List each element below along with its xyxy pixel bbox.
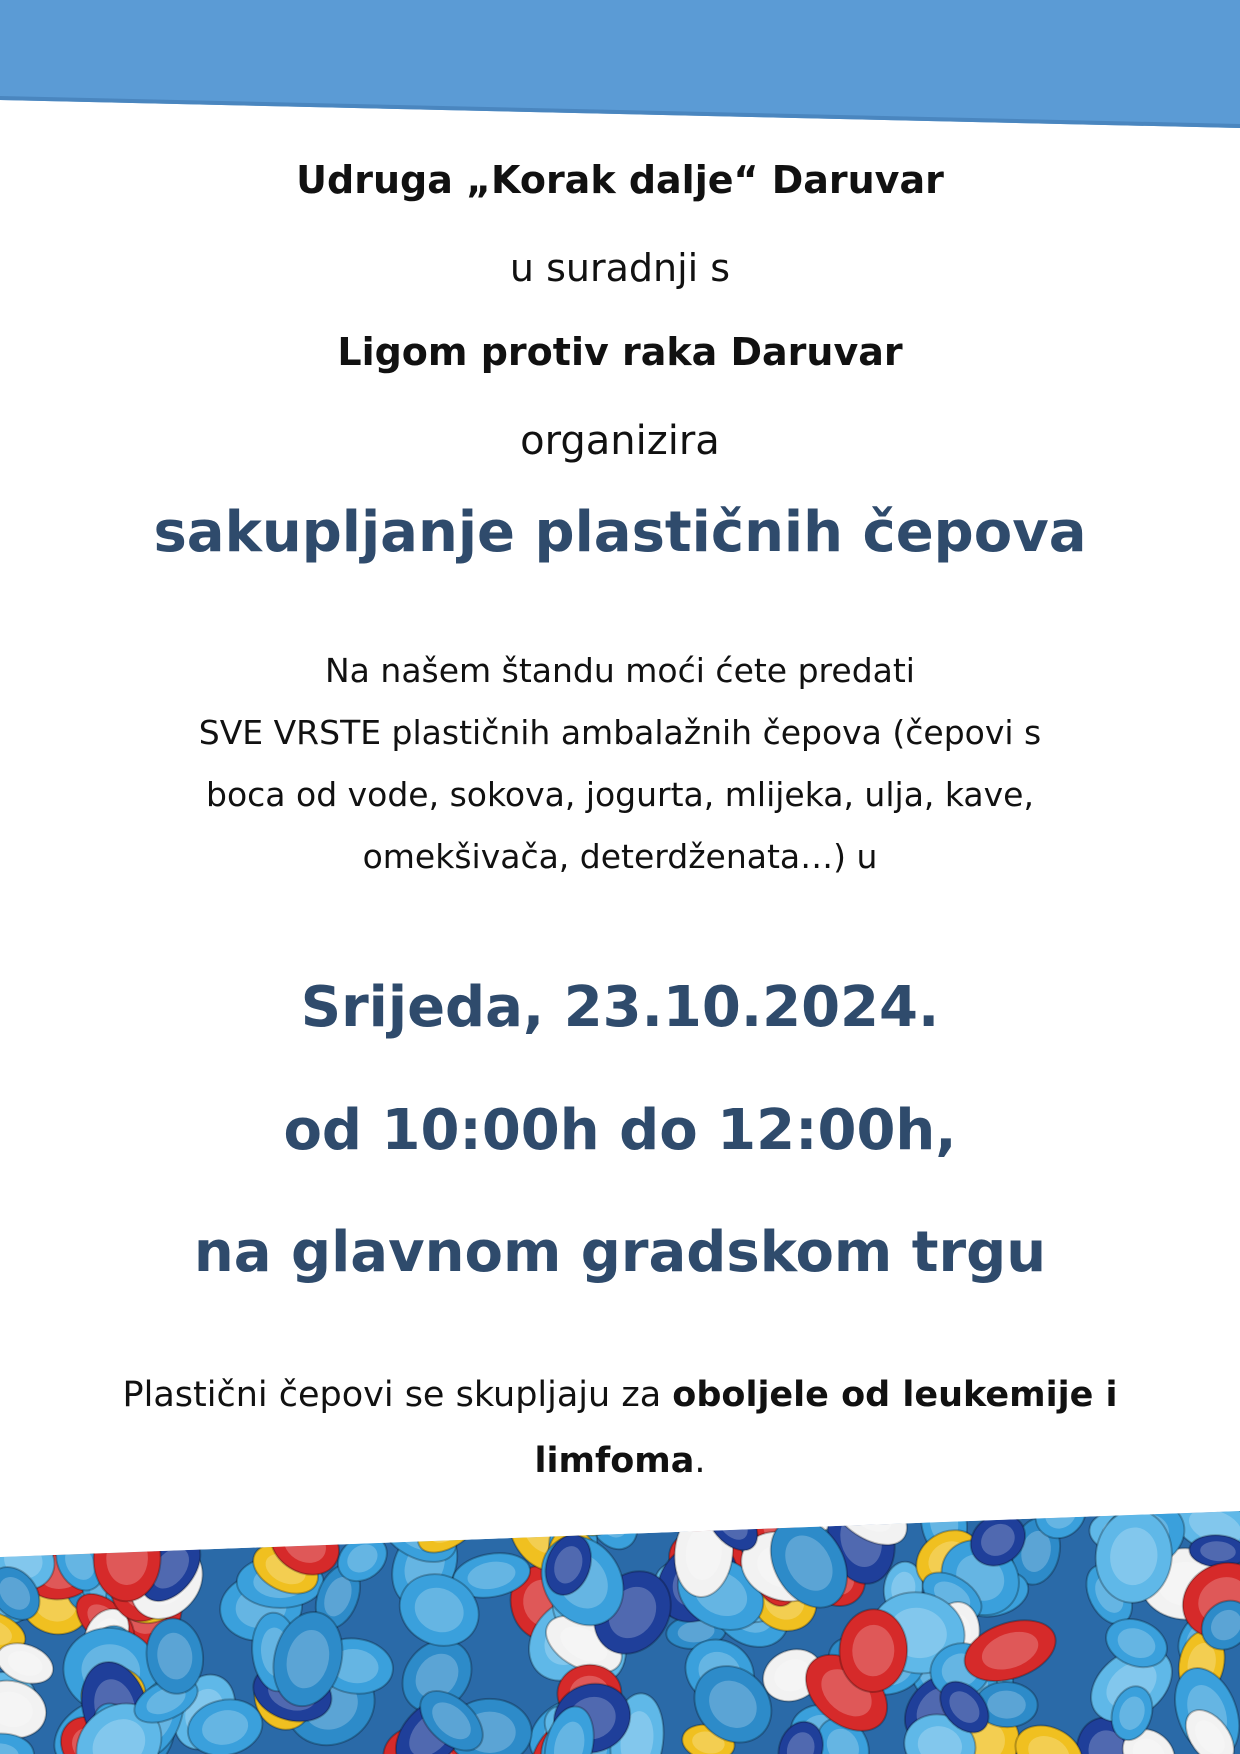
event-description xyxy=(60,640,1180,888)
partner-name: Ligom protiv raka Daruvar xyxy=(337,330,903,374)
footer-period: . xyxy=(694,1441,706,1481)
footer-text: Plastični čepovi se skupljaju za xyxy=(122,1375,673,1415)
event-place: na glavnom gradskom trgu xyxy=(193,1220,1047,1285)
top-blue-band xyxy=(0,0,1240,130)
description-line-4: omekšivača, deterdženata…) u xyxy=(362,837,878,876)
footer-note xyxy=(110,1362,1130,1494)
description-line-3: boca od vode, sokova, jogurta, mlijeka, ulja, kave, xyxy=(206,775,1034,814)
footer-bold-text: oboljele od leukemije i limfoma xyxy=(534,1375,1118,1481)
description-line-1: Na našem štandu moći ćete predati xyxy=(325,651,915,690)
cooperation-text: u suradnji s xyxy=(509,246,731,290)
event-date: Srijeda, 23.10.2024. xyxy=(300,975,940,1040)
event-time: od 10:00h do 12:00h, xyxy=(283,1098,957,1163)
organizer-name: Udruga „Korak dalje“ Daruvar xyxy=(296,158,944,202)
bottle-caps-image xyxy=(0,1505,1240,1754)
event-headline: sakupljanje plastičnih čepova xyxy=(153,500,1087,565)
description-line-2: SVE VRSTE plastičnih ambalažnih čepova (čepovi s xyxy=(198,713,1042,752)
organizes-text: organizira xyxy=(520,418,720,464)
